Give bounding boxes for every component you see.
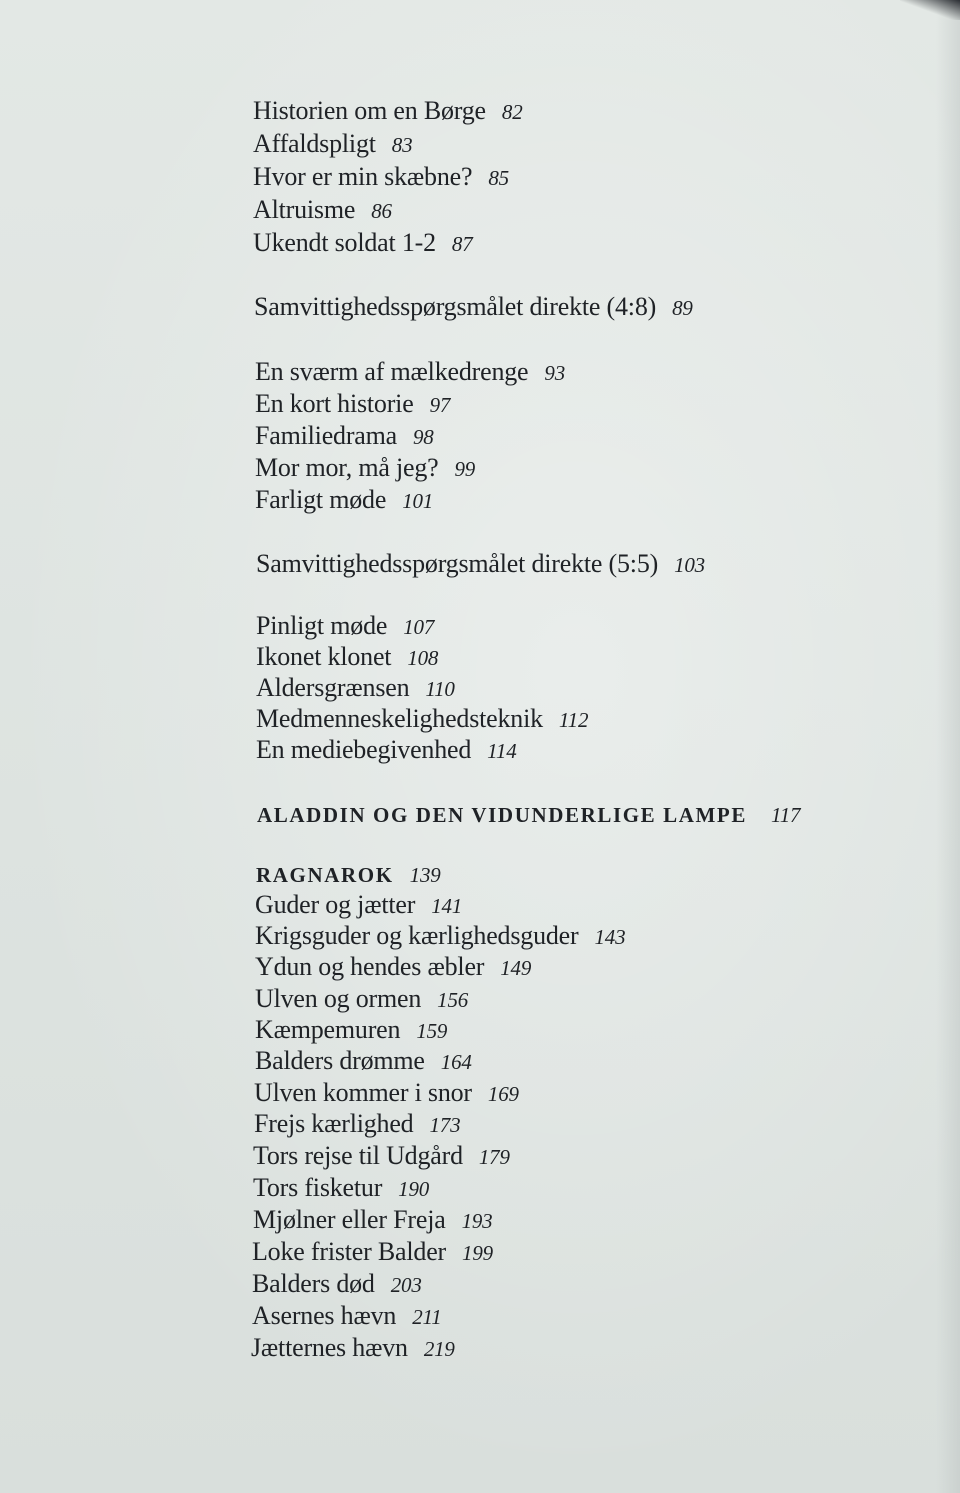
toc-entry-title: Ydun og hendes æbler [255, 952, 485, 981]
toc-entry [255, 952, 531, 983]
toc-entry-page: 108 [407, 646, 439, 670]
toc-entry-title: Ulven kommer i snor [254, 1078, 472, 1107]
toc-entry-page: 164 [440, 1050, 472, 1074]
toc-entry-page: 97 [429, 393, 451, 417]
toc-entry [256, 673, 455, 704]
toc-entry-page: 86 [371, 199, 392, 223]
toc-entry-title: Tors rejse til Udgård [253, 1141, 463, 1170]
toc-entry-title: Samvittighedsspørgsmålet direkte (5:5) [256, 549, 659, 578]
toc-entry-title: Ikonet klonet [256, 642, 392, 671]
toc-entry-page: 99 [454, 457, 476, 481]
toc-entry-title: Balders drømme [255, 1046, 425, 1075]
toc-entry-title: Hvor er min skæbne? [253, 162, 473, 191]
toc-entry [255, 357, 565, 388]
toc-entry [253, 1205, 492, 1236]
toc-entry-title: En kort historie [255, 389, 414, 418]
toc-entry-title: Kæmpemuren [255, 1015, 401, 1044]
toc-entry [255, 389, 450, 420]
toc-entry-page: 101 [402, 489, 434, 513]
toc-entry [255, 1046, 472, 1077]
toc-entry-title: Affaldspligt [253, 129, 376, 158]
toc-entry-title: RAGNAROK [256, 863, 394, 887]
toc-entry [253, 1141, 510, 1172]
toc-entry [253, 96, 523, 127]
toc-entry-page: 107 [403, 615, 435, 639]
toc-entry-page: 190 [398, 1177, 430, 1201]
toc-entry-page: 85 [488, 166, 509, 190]
toc-entry-title: Tors fisketur [253, 1173, 383, 1202]
toc-entry-page: 203 [390, 1273, 422, 1297]
toc-entry-page: 139 [409, 863, 441, 887]
toc-entry-title: Loke frister Balder [252, 1237, 447, 1266]
toc-entry-page: 141 [431, 894, 463, 918]
toc-entry [253, 129, 412, 160]
toc-entry-page: 143 [594, 925, 626, 949]
toc-entry-page: 199 [462, 1241, 493, 1265]
toc-entry-page: 93 [544, 361, 565, 385]
toc-entry [252, 1237, 493, 1268]
toc-entry-page: 103 [674, 553, 705, 577]
toc-entry-title: Samvittighedsspørgsmålet direkte (4:8) [254, 292, 657, 321]
toc-entry-page: 173 [429, 1113, 461, 1137]
toc-entry [253, 228, 473, 259]
toc-entry-page: 110 [425, 677, 455, 701]
toc-entry-page: 112 [558, 708, 589, 732]
toc-entry-page: 87 [451, 232, 473, 256]
toc-entry [252, 1269, 422, 1300]
toc-entry-title: Aldersgrænsen [256, 673, 410, 702]
toc-entry [254, 1078, 519, 1109]
toc-entry [255, 921, 625, 952]
toc-entry-title: Mor mor, må jeg? [255, 453, 439, 482]
toc-entry-title: Ulven og ormen [255, 984, 422, 1013]
toc-entry-page: 169 [487, 1082, 519, 1106]
toc-entry [252, 1301, 442, 1332]
toc-entry [255, 485, 433, 516]
toc-entry-title: Frejs kærlighed [254, 1109, 414, 1138]
toc-entry [254, 1109, 460, 1140]
toc-entry [253, 162, 509, 193]
toc-entry-title: Mjølner eller Freja [253, 1205, 446, 1234]
toc-entry-title: Ukendt soldat 1-2 [253, 228, 436, 257]
toc-entry-page: 117 [770, 803, 801, 827]
toc-entry [253, 1173, 429, 1204]
toc-entry-title: ALADDIN OG DEN VIDUNDERLIGE LAMPE [257, 803, 747, 827]
toc-entry [251, 1333, 455, 1364]
toc-entry-title: Balders død [252, 1269, 375, 1298]
toc-entry [256, 611, 434, 642]
toc-entry [256, 642, 438, 673]
toc-entry-page: 156 [437, 988, 469, 1012]
toc-entry [256, 735, 517, 766]
toc-entry-page: 193 [461, 1209, 493, 1233]
toc-entry-page: 211 [412, 1305, 442, 1329]
toc-entry [255, 984, 468, 1015]
toc-entry-title: En mediebegivenhed [256, 735, 472, 764]
toc-entry-title: Farligt møde [255, 485, 387, 514]
toc-entry-title: Medmenneskelighedsteknik [256, 704, 543, 733]
toc-entry-page: 89 [672, 296, 693, 320]
toc-entry [255, 421, 434, 452]
toc-entry [255, 453, 475, 484]
toc-entry-page: 219 [423, 1337, 455, 1361]
toc-entry [256, 704, 588, 735]
toc-entry [256, 549, 705, 580]
toc-entry [255, 890, 462, 921]
toc-entry-title: Krigsguder og kærlighedsguder [255, 921, 579, 950]
toc-entry [253, 195, 392, 226]
toc-entry-page: 179 [478, 1145, 510, 1169]
toc-entry-title: Asernes hævn [252, 1301, 397, 1330]
toc-entry [255, 1015, 447, 1046]
toc-entry-page: 149 [500, 956, 532, 980]
toc-section-heading [256, 859, 441, 890]
toc-entry-page: 114 [487, 739, 517, 763]
toc-section-heading [257, 799, 800, 830]
toc-entry-page: 159 [416, 1019, 448, 1043]
toc-entry-title: Altruisme [253, 195, 356, 224]
toc-entry-page: 83 [391, 133, 413, 157]
toc-entry-page: 82 [501, 100, 523, 124]
toc-entry-title: Jætternes hævn [251, 1333, 408, 1362]
toc-entry-title: En sværm af mælkedrenge [255, 357, 529, 386]
toc-entry-title: Guder og jætter [255, 890, 416, 919]
toc-entry-title: Historien om en Børge [253, 96, 486, 125]
toc-entry-title: Familiedrama [255, 421, 397, 450]
toc-entry-title: Pinligt møde [256, 611, 388, 640]
toc-entry [254, 292, 693, 323]
toc-entry-page: 98 [413, 425, 434, 449]
